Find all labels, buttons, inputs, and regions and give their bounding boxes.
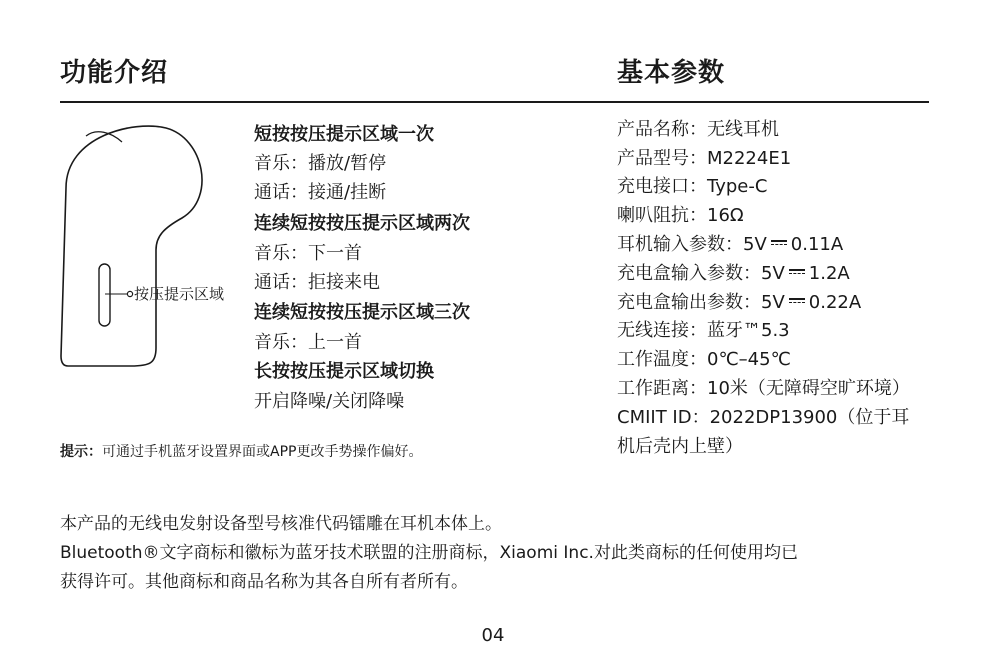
spec-line-6-before: 充电盒输入参数：5V <box>617 263 785 284</box>
spec-line-5 <box>617 235 843 255</box>
spec-line-2: 产品型号：M2224E1 <box>617 148 792 169</box>
spec-line-6 <box>617 264 850 284</box>
func-line-10: 开启降噪/关闭降噪 <box>254 391 405 412</box>
func-line-2: 音乐：播放/暂停 <box>254 153 387 174</box>
func-line-6: 通话：拒接来电 <box>254 272 380 293</box>
func-line-7: 连续短按按压提示区域三次 <box>254 302 470 323</box>
features-title: 功能介绍 <box>60 58 169 88</box>
footer-line-2: Bluetooth®文字商标和徽标为蓝牙技术联盟的注册商标，Xiaomi Inc.对此类商标的任何使用均已 <box>60 543 798 563</box>
spec-line-5-before: 耳机输入参数：5V <box>617 234 767 255</box>
dc-symbol-icon <box>789 268 805 276</box>
spec-line-10: 工作距离：10米（无障碍空旷环境） <box>617 378 910 399</box>
spec-line-5-after: 0.11A <box>790 234 844 255</box>
spec-line-3: 充电接口：Type-C <box>617 176 768 197</box>
specs-title: 基本参数 <box>617 58 726 88</box>
spec-line-6-after: 1.2A <box>808 263 850 284</box>
func-line-8: 音乐：上一首 <box>254 332 362 353</box>
spec-line-9: 工作温度：0℃–45℃ <box>617 349 791 370</box>
specs-divider <box>617 101 929 103</box>
footer-line-1: 本产品的无线电发射设备型号核准代码镭雕在耳机本体上。 <box>60 514 502 534</box>
spec-line-4: 喇叭阻抗：16Ω <box>617 205 744 226</box>
earbud-illustration <box>56 118 246 368</box>
func-line-1: 短按按压提示区域一次 <box>254 124 434 145</box>
func-line-5: 音乐：下一首 <box>254 243 362 264</box>
spec-line-7-before: 充电盒输出参数：5V <box>617 292 785 313</box>
page-number: 04 <box>481 625 505 646</box>
func-line-3: 通话：接通/挂断 <box>254 182 387 203</box>
touch-area-icon <box>99 264 110 326</box>
spec-line-11: CMIIT ID：2022DP13900（位于耳 <box>617 407 910 428</box>
spec-line-1: 产品名称：无线耳机 <box>617 119 779 140</box>
dc-symbol-icon <box>789 297 805 305</box>
footer-line-3: 获得许可。其他商标和商品名称为其各自所有者所有。 <box>60 572 468 592</box>
func-line-9: 长按按压提示区域切换 <box>254 361 434 382</box>
spec-line-7-after: 0.22A <box>808 292 862 313</box>
tip-text: 可通过手机蓝牙设置界面或APP更改手势操作偏好。 <box>102 444 423 460</box>
spec-line-7 <box>617 293 861 313</box>
func-line-4: 连续短按按压提示区域两次 <box>254 213 470 234</box>
spec-line-12: 机后壳内上壁） <box>617 436 743 457</box>
features-divider <box>60 101 637 103</box>
tip-label: 提示： <box>60 444 102 460</box>
dc-symbol-icon <box>771 239 787 247</box>
touch-area-label: 按压提示区域 <box>134 285 225 303</box>
gesture-tip <box>60 441 422 461</box>
spec-line-8: 无线连接：蓝牙™5.3 <box>617 320 790 341</box>
